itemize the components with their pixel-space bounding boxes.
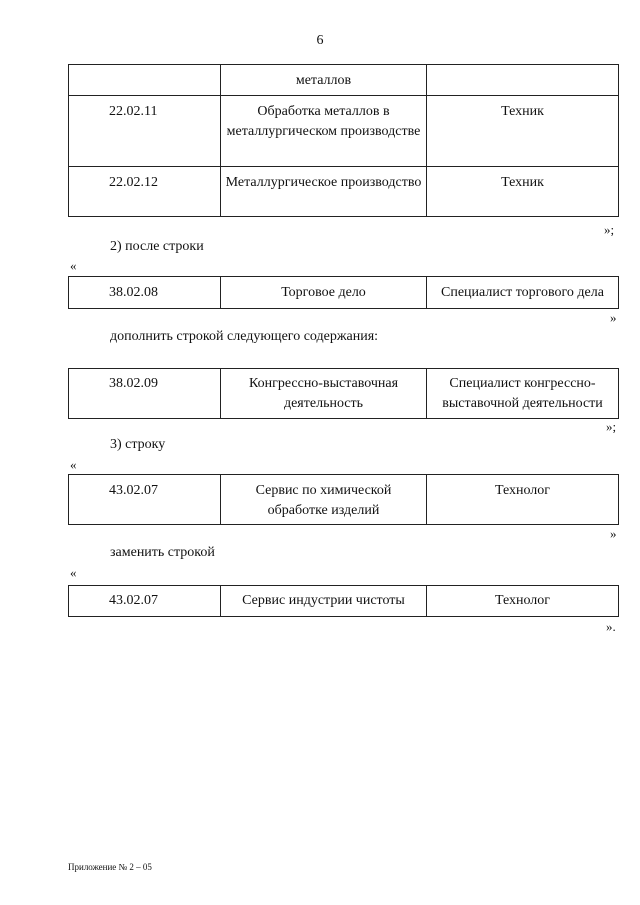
table-row bbox=[69, 96, 619, 167]
close-quote: » bbox=[610, 310, 617, 325]
table-row bbox=[69, 167, 619, 217]
qualification-cell: Техник bbox=[427, 167, 619, 217]
table-row bbox=[69, 65, 619, 96]
replace-text: заменить строкой bbox=[110, 545, 215, 560]
name-cell: Торговое дело bbox=[221, 277, 427, 309]
name-cell: Обработка металлов в металлургическом производстве bbox=[221, 96, 427, 167]
table-old-row bbox=[68, 474, 619, 525]
table-continuation bbox=[68, 64, 619, 217]
table-row bbox=[69, 369, 619, 419]
name-cell: металлов bbox=[221, 65, 427, 96]
table-replacement-row bbox=[68, 585, 619, 617]
code-cell: 38.02.09 bbox=[69, 369, 221, 419]
code-cell: 38.02.08 bbox=[69, 277, 221, 309]
qualification-cell: Специалист торгового дела bbox=[427, 277, 619, 309]
close-quote: » bbox=[610, 526, 617, 541]
name-cell: Конгрессно-выставочная деятельность bbox=[221, 369, 427, 419]
name-cell: Металлургическое производство bbox=[221, 167, 427, 217]
item-2-text: 2) после строки bbox=[110, 239, 204, 254]
code-cell bbox=[69, 65, 221, 96]
open-quote: « bbox=[70, 258, 77, 273]
table-after-row bbox=[68, 276, 619, 309]
footer-note: Приложение № 2 – 05 bbox=[68, 862, 152, 872]
code-cell: 22.02.11 bbox=[69, 96, 221, 167]
code-cell: 43.02.07 bbox=[69, 475, 221, 525]
qualification-cell: Техник bbox=[427, 96, 619, 167]
open-quote: « bbox=[70, 457, 77, 472]
name-cell: Сервис по химической обработке изделий bbox=[221, 475, 427, 525]
table-row bbox=[69, 277, 619, 309]
qualification-cell: Технолог bbox=[427, 475, 619, 525]
open-quote: « bbox=[70, 565, 77, 580]
qualification-cell: Технолог bbox=[427, 586, 619, 617]
page-number: 6 bbox=[316, 33, 324, 48]
close-quote: »; bbox=[604, 222, 615, 237]
name-cell: Сервис индустрии чистоты bbox=[221, 586, 427, 617]
supplement-text: дополнить строкой следующего содержания: bbox=[110, 329, 379, 344]
code-cell: 22.02.12 bbox=[69, 167, 221, 217]
close-quote: ». bbox=[606, 619, 616, 634]
table-row bbox=[69, 586, 619, 617]
table-row bbox=[69, 475, 619, 525]
table-new-row bbox=[68, 368, 619, 419]
qualification-cell bbox=[427, 65, 619, 96]
qualification-cell: Специалист конгрессно-выставочной деятельности bbox=[427, 369, 619, 419]
close-quote: »; bbox=[606, 419, 617, 434]
item-3-text: 3) строку bbox=[110, 437, 166, 452]
code-cell: 43.02.07 bbox=[69, 586, 221, 617]
